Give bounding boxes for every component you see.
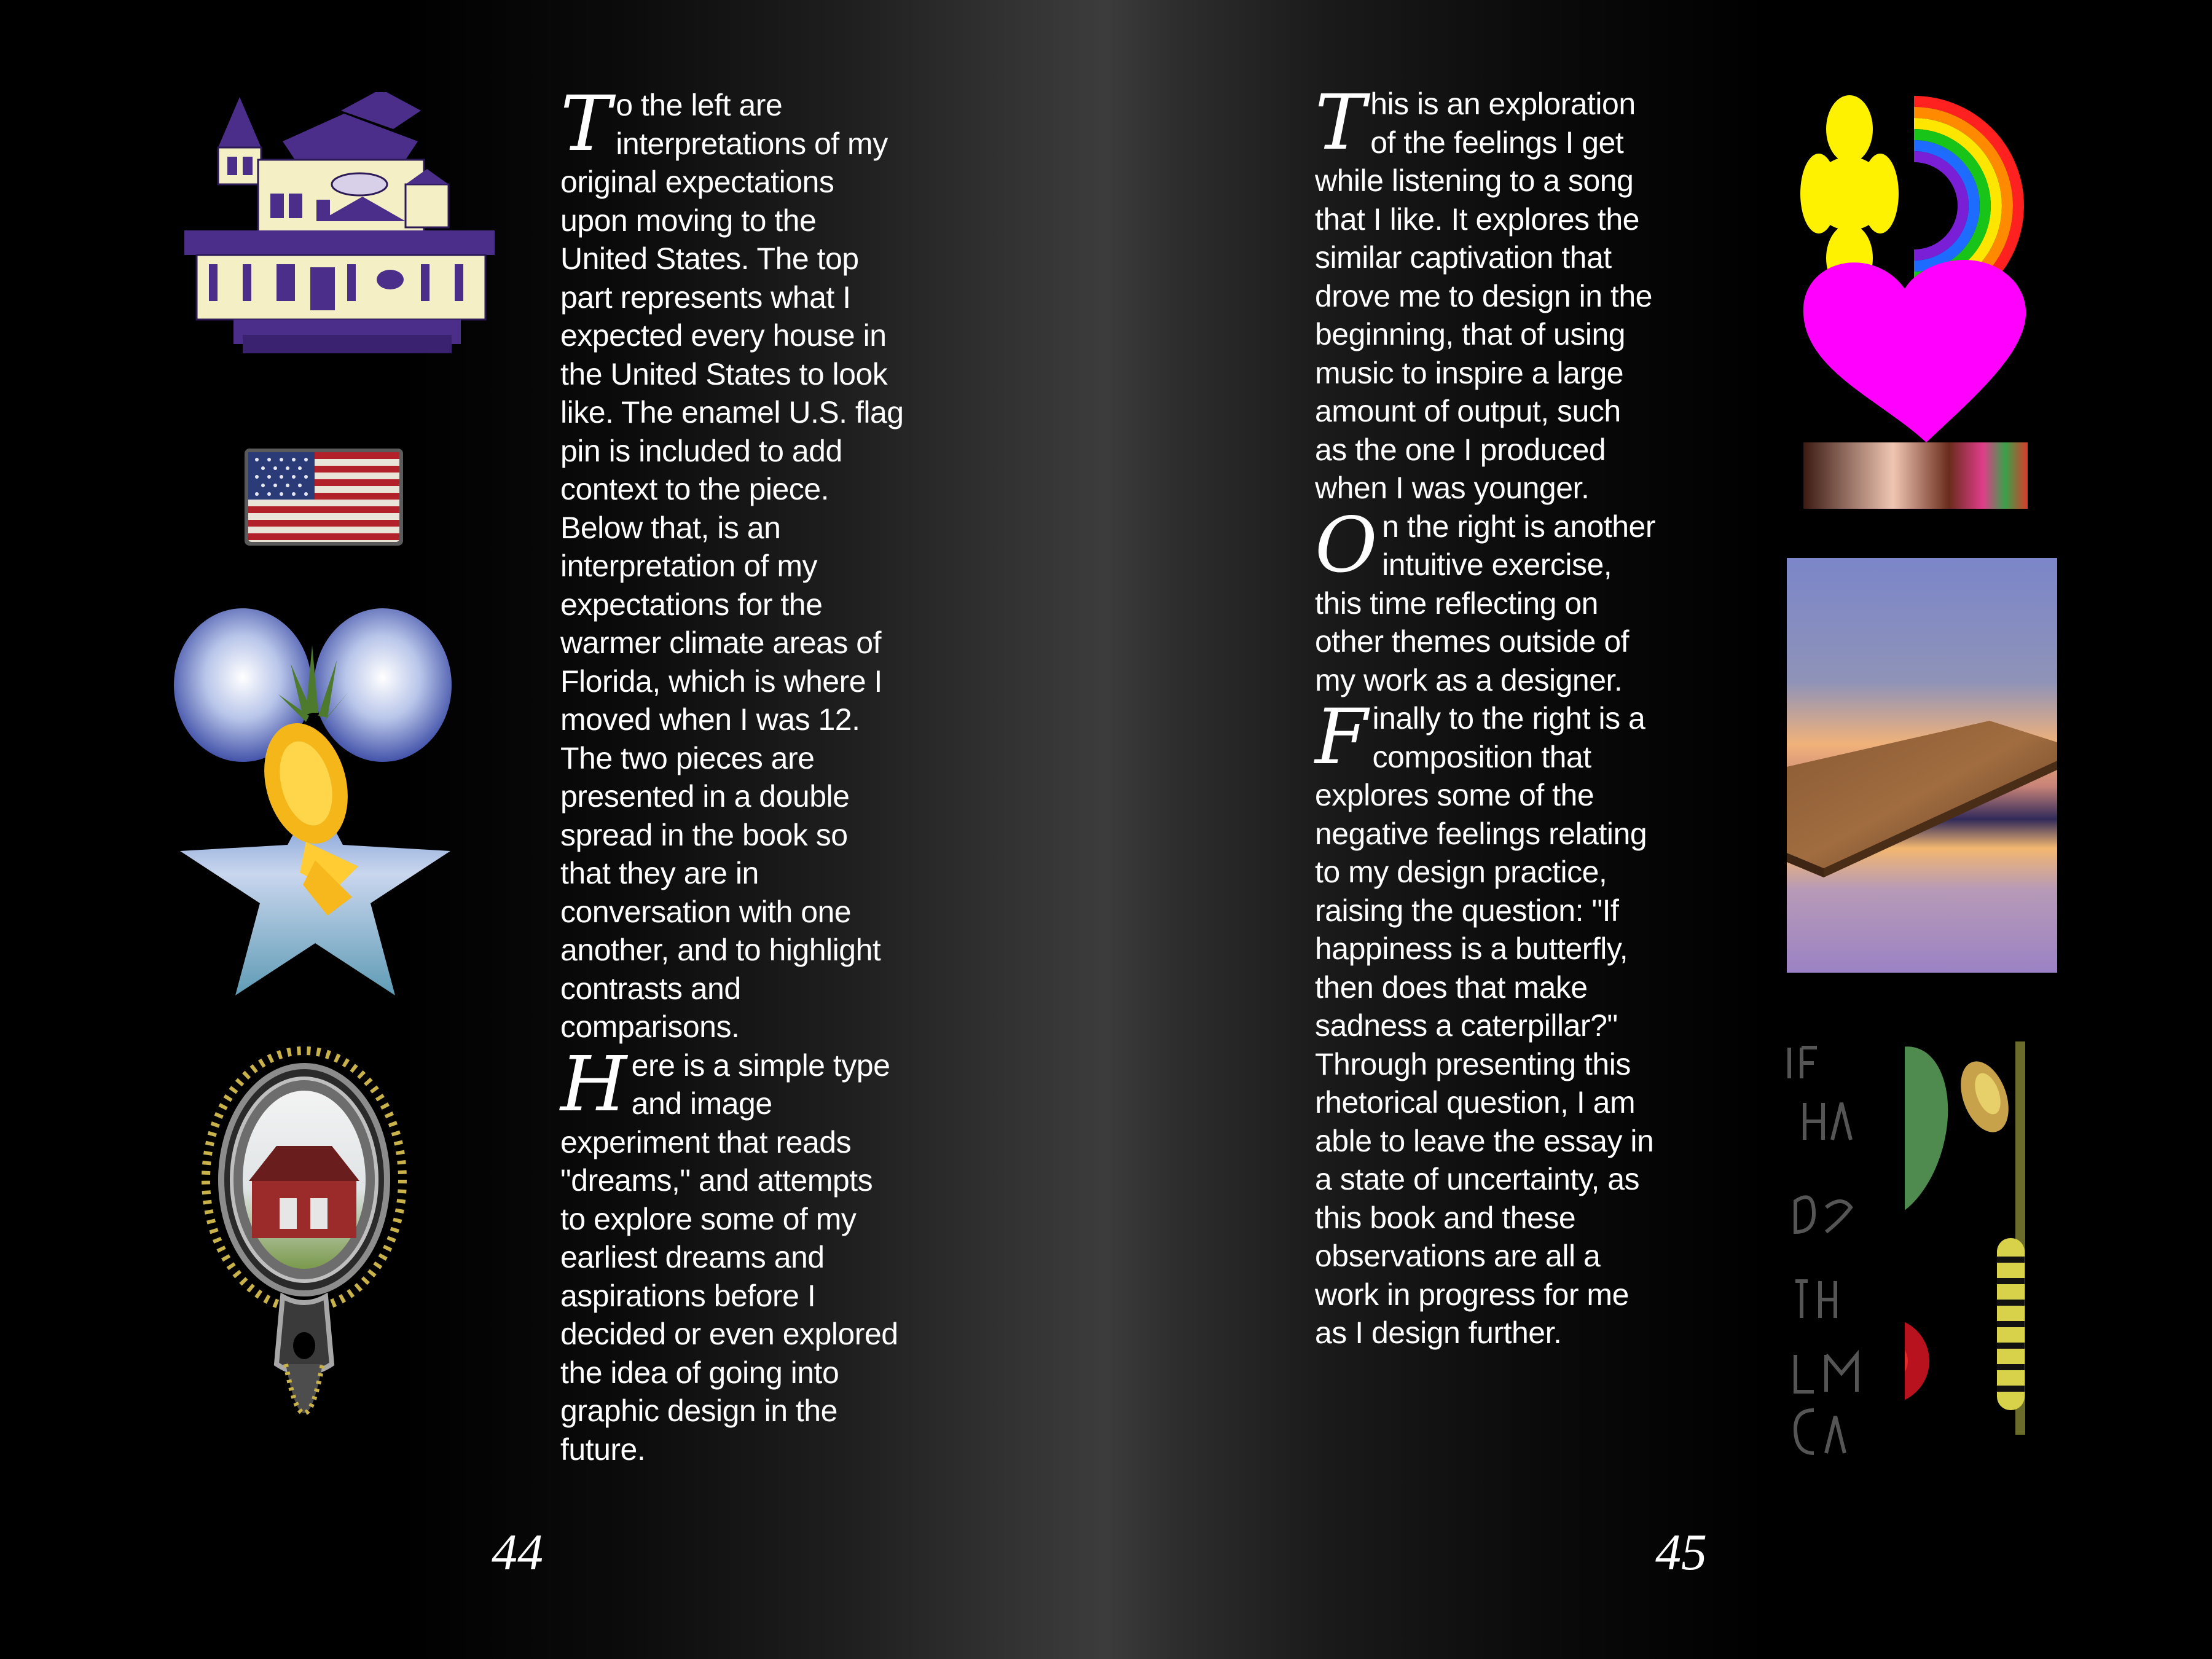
left-paragraph-1	[560, 80, 904, 1046]
right-page	[1106, 0, 2212, 1659]
us-flag-pin	[245, 449, 403, 546]
pineapple-cloud-collage	[174, 608, 457, 1002]
page-number-right: 45	[1655, 1524, 1707, 1581]
right-paragraph-3	[1315, 693, 1656, 1352]
paragraph-text: ere is a simple type and image experiment that reads "dreams," and attempts to explore some of my earliest dreams and aspirations before I decided or even explored the idea of going into graphic design in the future.	[560, 1048, 898, 1467]
paragraph-text: o the left are interpretations of my original expectations upon moving to the United States. The top part represents what I expected every house in the United States to look like. The enamel U.S. flag pin is included to add context to the piece. Below that, is an interpretation of my expectations for the warmer climate areas of Florida, which is where I moved when I was 12. The two pieces are presented in a double spread in the book so that they are in conversation with one another, and to highlight contrasts and comparisons.	[560, 88, 904, 1044]
ornate-mirror-dreams-type	[184, 1020, 424, 1462]
left-paragraph-2	[560, 1040, 904, 1469]
victorian-house-illustration	[184, 92, 495, 353]
left-text-column	[560, 80, 904, 1469]
dropcap: O	[1315, 501, 1378, 590]
right-paragraph-2	[1315, 501, 1656, 700]
sunset-wooden-plank	[1787, 558, 2057, 973]
dropcap: T	[560, 80, 611, 168]
dropcap: F	[1315, 693, 1368, 782]
right-text-column	[1315, 79, 1656, 1352]
dropcap: H	[560, 1040, 627, 1129]
dropcap: T	[1315, 79, 1366, 167]
paragraph-text: inally to the right is a composition that explores some of the negative feelings relating to my design practice, raising the question: "If happiness is a butterfly, then does that make sadness a caterpillar?" Through presenting this rhetorical question, I am able to leave the essay in a state of uncertainty, as this book and these observations are all a work in progress for me as I design further.	[1315, 701, 1654, 1350]
page-number-left: 44	[492, 1524, 543, 1581]
right-paragraph-1	[1315, 79, 1656, 508]
paragraph-text: n the right is another intuitive exercise, this time reflecting on other themes outside of my work as a designer.	[1315, 509, 1656, 697]
paragraph-text: his is an exploration of the feelings I get while listening to a song that I like. It explores the similar captivation that drove me to design in the beginning, that of using music to inspire a large amount of output, such as the one I produced when I was younger.	[1315, 87, 1652, 505]
leaf-chrysalis-caterpillar	[1905, 1035, 2065, 1465]
flower-rainbow-heart-collage	[1800, 92, 2052, 510]
